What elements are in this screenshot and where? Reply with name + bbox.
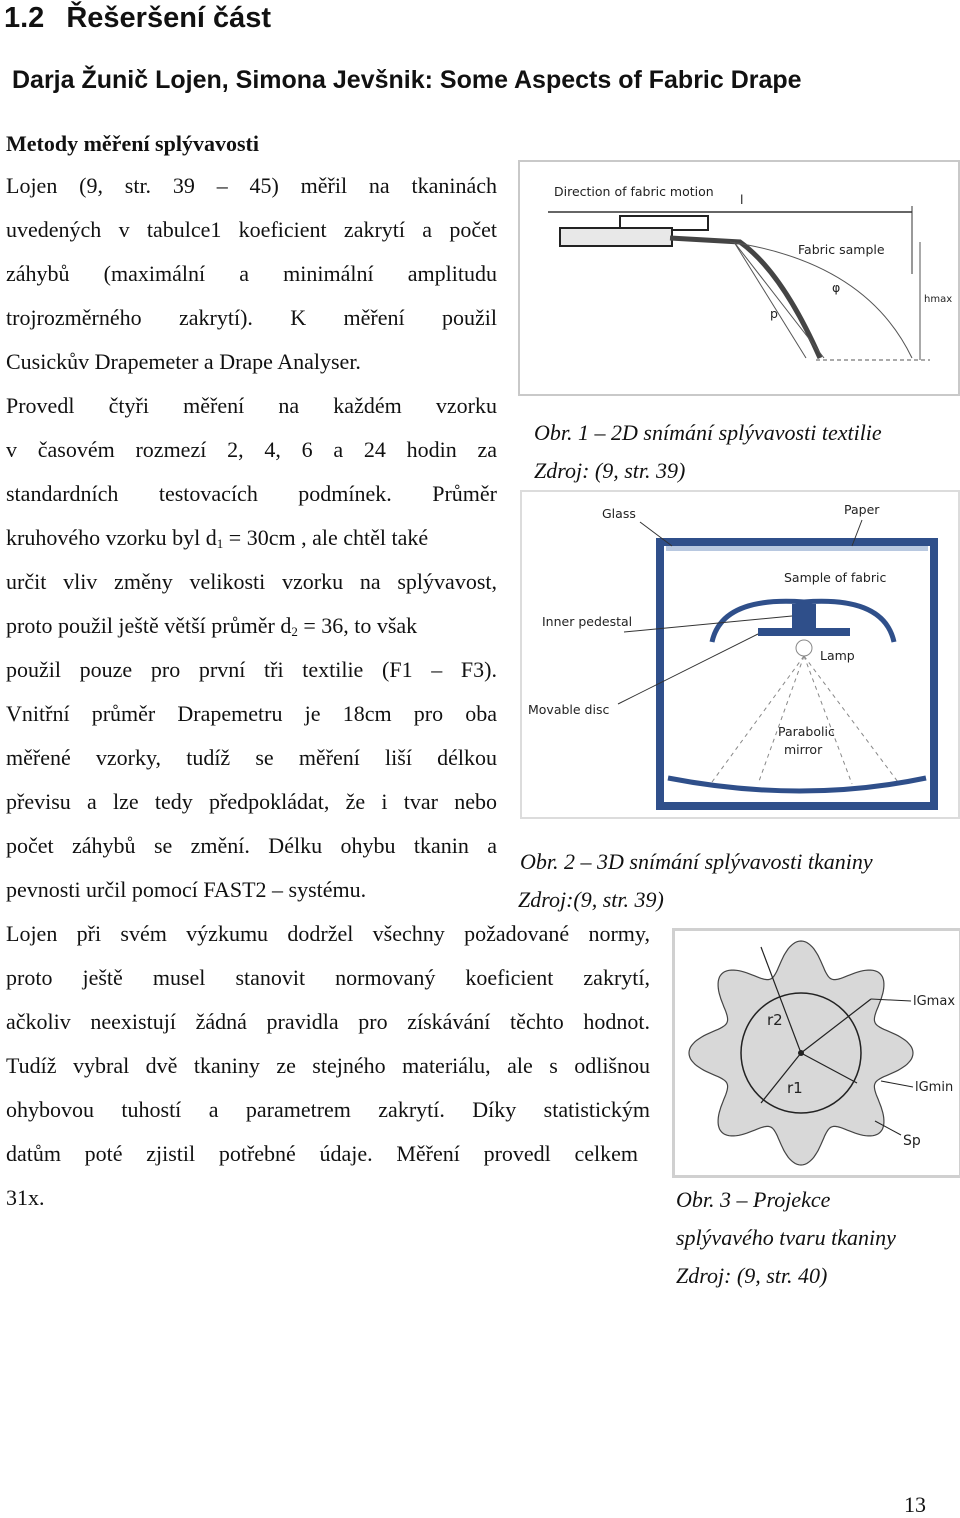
fig3-gmin-pointer	[881, 1081, 913, 1087]
fig2-lamp	[796, 640, 812, 656]
text-line: v časovém rozmezí 2, 4, 6 a 24 hodin za	[6, 437, 497, 462]
text-line: Lojen při svém výzkumu dodržel všechny požadované normy,	[6, 921, 650, 946]
fig2-label-pedestal: Inner pedestal	[542, 614, 633, 629]
fig2-disc	[758, 628, 850, 636]
fig1-label-hmax: hmax	[924, 294, 953, 305]
text-line: určit vliv změny velikosti vzorku na splývavost,	[6, 569, 497, 594]
fig3-caption-2: splývavého tvaru tkaniny	[676, 1225, 896, 1250]
fig1-radius	[734, 242, 806, 358]
fig2-label-sample: Sample of fabric	[784, 570, 887, 585]
fig1-source: Zdroj: (9, str. 39)	[534, 458, 686, 483]
fig2-mirror	[668, 778, 926, 791]
text-line-d1: kruhového vzorku byl $d_1 = 30cm$ , ale chtěl také	[6, 525, 429, 551]
text-line: pevnosti určil pomocí FAST2 – systému.	[6, 877, 367, 902]
text-line: standardních testovacích podmínek. Průměr	[6, 481, 497, 506]
fig2-label-glass: Glass	[602, 506, 636, 521]
text-line: použil pouze pro první tři textilie (F1 – F3).	[6, 657, 497, 682]
section-heading	[4, 2, 271, 35]
figure-2d-drape	[518, 160, 960, 396]
text-line: měřené vzorky, tudíž se měření liší délkou	[6, 745, 497, 770]
fig2-caption: Obr. 2 – 3D snímání splývavosti tkaniny	[520, 849, 873, 874]
fig3-label-r2: r2	[767, 1011, 783, 1029]
text-line: Vnitřní průměr Drapemetru je 18cm pro oba	[6, 701, 497, 726]
page-number: 13	[904, 1492, 926, 1517]
text-line: datům poté zjistil potřebné údaje. Měření provedl celkem	[6, 1141, 638, 1166]
fig2-source: Zdroj:(9, str. 39)	[518, 887, 664, 912]
text-line: uvedených v tabulce1 koeficient zakrytí a počet	[6, 217, 497, 242]
text-line: proto ještě musel stanovit normovaný koeficient zakrytí,	[6, 965, 650, 990]
fig1-caption: Obr. 1 – 2D snímání splývavosti textilie	[534, 420, 882, 445]
fig1-platform	[560, 228, 672, 246]
fig1-label-phi: φ	[832, 280, 841, 295]
text-line: počet záhybů se změní. Délku ohybu tkanin a	[6, 833, 497, 858]
fig2-label-lamp: Lamp	[820, 648, 855, 663]
text-line: ačkoliv neexistují žádná pravidla pro získávání těchto hodnot.	[6, 1009, 650, 1034]
fig2-label-mirror1: Parabolic	[778, 724, 835, 739]
fig2-glass	[666, 546, 928, 551]
fig3-source: Zdroj: (9, str. 40)	[676, 1263, 828, 1288]
fig2-ray	[712, 656, 804, 782]
fig2-pedestal	[792, 604, 816, 630]
text-line: Lojen (9, str. 39 – 45) měřil na tkaninách	[6, 173, 497, 198]
fig2-ray	[804, 656, 852, 784]
text-line: převisu a lze tedy předpokládat, že i tvar nebo	[6, 789, 497, 814]
text-line: 31x.	[6, 1185, 45, 1210]
fig2-label-mirror2: mirror	[784, 742, 823, 757]
fig2-disc-pointer	[618, 634, 758, 704]
fig3-label-gmin: lGmin	[915, 1080, 954, 1095]
figure-drape-projection	[672, 928, 960, 1178]
fig1-label-sample: Fabric sample	[798, 242, 885, 257]
fig1-radius-2	[734, 242, 824, 358]
text-line: trojrozměrného zakrytí). K měření použil	[6, 305, 497, 330]
fig1-label-motion: Direction of fabric motion	[554, 184, 714, 199]
fig1-diagram	[520, 162, 958, 394]
fig1-label-l: l	[740, 192, 744, 207]
text-line-d2: proto použil ještě větší průměr $d_2 = 36$, to však	[6, 613, 418, 639]
fig3-center	[798, 1050, 804, 1056]
text-line: ohybovou tuhostí a parametrem zakrytí. Díky statistickým	[6, 1097, 650, 1122]
text-line: Tudíž vybral dvě tkaniny ze stejného materiálu, ale s odlišnou	[6, 1053, 650, 1078]
fig2-label-paper: Paper	[844, 502, 880, 517]
fig2-diagram	[522, 492, 958, 817]
subsection-title: Metody měření splývavosti	[6, 131, 259, 156]
fig3-caption: Obr. 3 – Projekce	[676, 1187, 831, 1212]
article-title: Darja Žunič Lojen, Simona Jevšnik: Some Aspects of Fabric Drape	[12, 66, 802, 94]
fig1-label-p: p	[770, 306, 778, 321]
text-line: Provedl čtyři měření na každém vzorku	[6, 393, 497, 418]
text-line: Cusickův Drapemeter a Drape Analyser.	[6, 349, 361, 374]
figure-3d-drape	[520, 490, 960, 819]
section-number: 1.2	[4, 2, 45, 34]
section-title: Řešeršení část	[66, 2, 272, 34]
fig3-diagram	[675, 931, 959, 1175]
fig2-ray	[804, 656, 898, 782]
text-line: záhybů (maximální a minimální amplitudu	[6, 261, 497, 286]
fig3-label-sp: Sp	[903, 1133, 921, 1149]
fig2-ray	[758, 656, 804, 784]
fig3-label-gmax: lGmax	[913, 994, 956, 1009]
fig3-label-r1: r1	[787, 1079, 803, 1097]
fig2-label-disc: Movable disc	[528, 702, 610, 717]
